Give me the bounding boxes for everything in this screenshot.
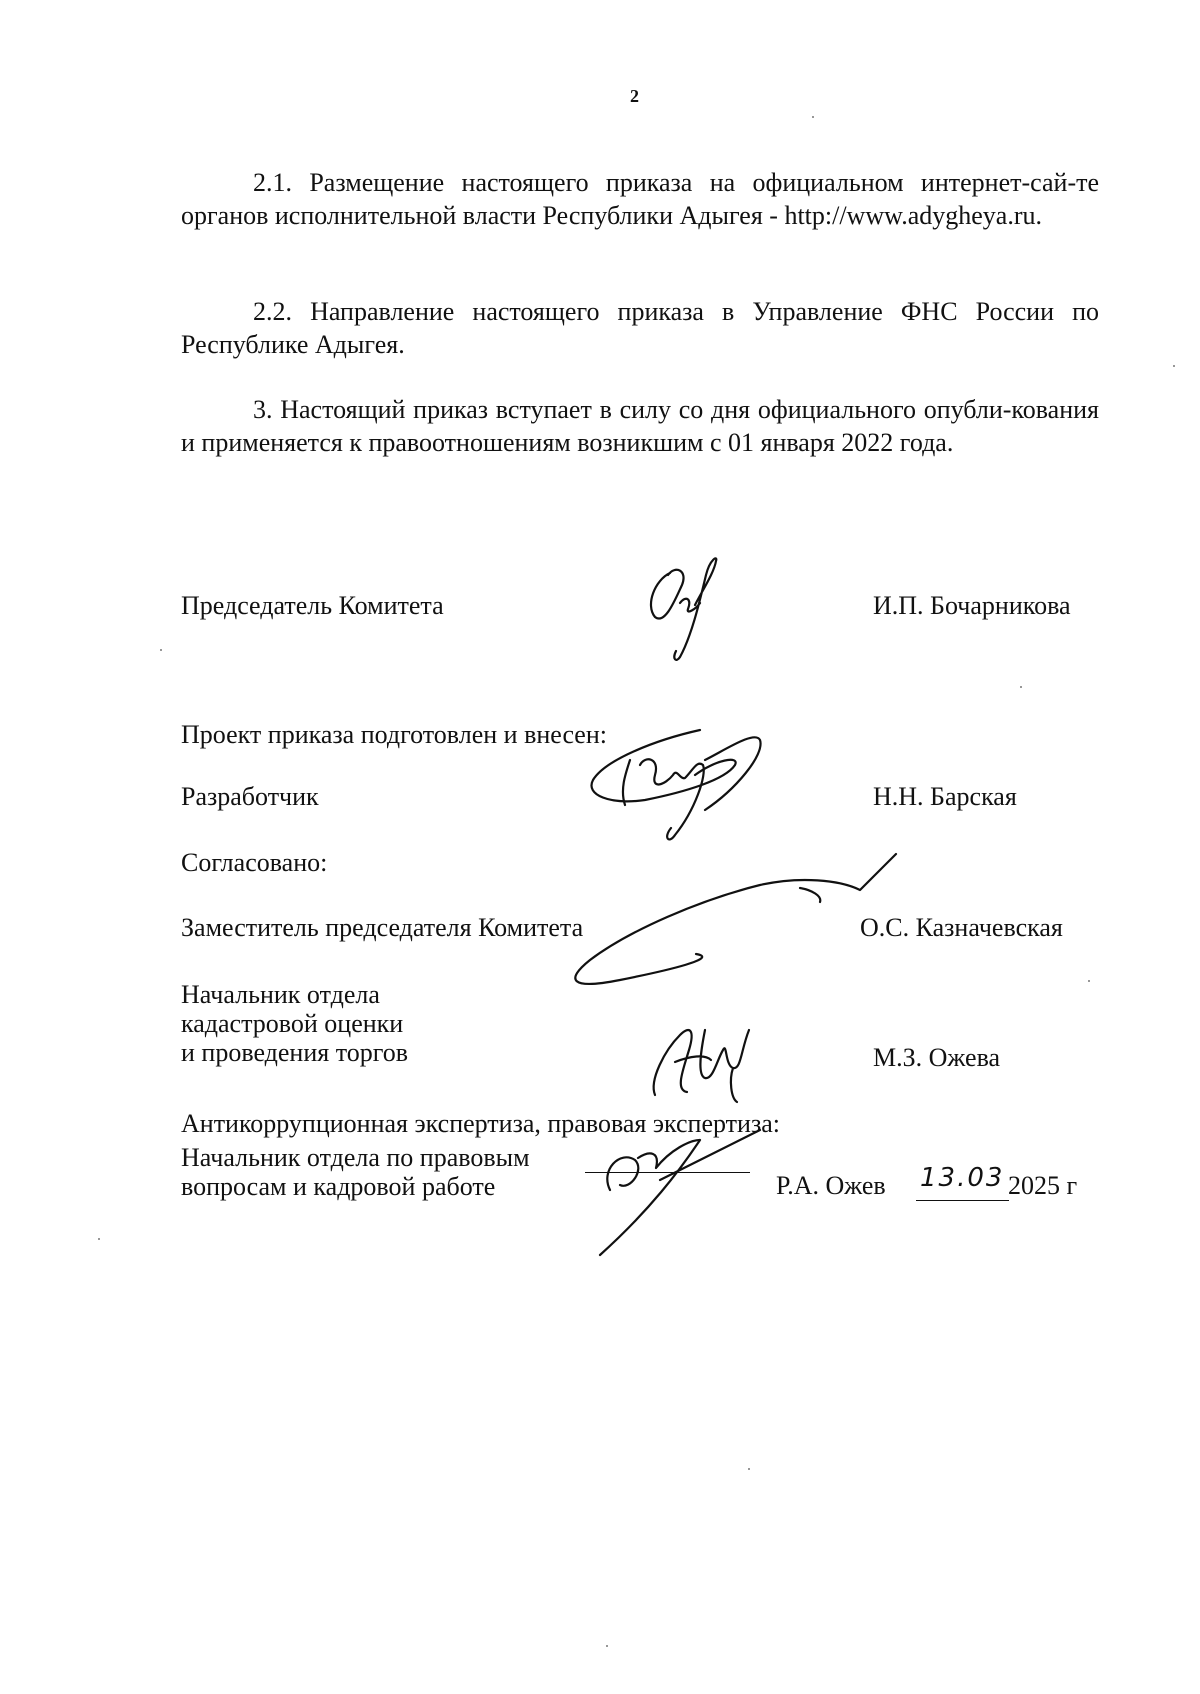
paragraph-2-2: 2.2. Направление настоящего приказа в Управление ФНС России по Республике Адыгея. xyxy=(181,297,1099,359)
deputy-title: Заместитель председателя Комитета xyxy=(181,913,584,942)
legal-head-signature xyxy=(590,1110,765,1260)
date-underline xyxy=(916,1200,1009,1201)
head-dept-line3: и проведения торгов xyxy=(181,1038,409,1067)
head-dept-title xyxy=(181,980,408,1067)
developer-title: Разработчик xyxy=(181,782,319,811)
scan-speck xyxy=(1020,686,1022,688)
scan-speck xyxy=(1088,980,1090,982)
head-dept-name: М.З. Ожева xyxy=(873,1043,1001,1072)
scan-speck xyxy=(748,1468,750,1470)
expertise-label: Антикоррупционная экспертиза, правовая экспертиза: xyxy=(181,1109,780,1138)
legal-head-line1: Начальник отдела по правовым xyxy=(181,1143,530,1172)
scan-speck xyxy=(812,116,814,118)
deputy-name: О.С. Казначевская xyxy=(860,913,1063,942)
head-dept-line1: Начальник отдела xyxy=(181,980,380,1009)
project-prepared-label: Проект приказа подготовлен и внесен: xyxy=(181,720,607,749)
agreed-label: Согласовано: xyxy=(181,848,328,877)
handwritten-date: 13.03 xyxy=(920,1163,1005,1193)
website-link[interactable]: http://www.adygheya.ru. xyxy=(784,201,1042,230)
scan-speck xyxy=(160,649,162,651)
scan-speck xyxy=(98,1238,100,1240)
legal-head-line2: вопросам и кадровой работе xyxy=(181,1172,496,1201)
head-dept-line2: кадастровой оценки xyxy=(181,1009,404,1038)
head-dept-signature xyxy=(645,1010,765,1110)
scan-speck xyxy=(1173,365,1175,367)
chairman-title: Председатель Комитета xyxy=(181,591,444,620)
date-year: 2025 г xyxy=(1008,1171,1078,1200)
chairman-signature xyxy=(640,555,740,665)
developer-name: Н.Н. Барская xyxy=(873,782,1017,811)
chairman-name: И.П. Бочарникова xyxy=(873,591,1071,620)
deputy-signature xyxy=(560,850,900,990)
scan-speck xyxy=(606,1645,608,1647)
paragraph-2-1-text: 2.1. Размещение настоящего приказа на официальном интернет-сай-те органов исполнительной власти Республики Адыгея - xyxy=(181,168,1099,230)
developer-signature xyxy=(585,720,805,850)
paragraph-3: 3. Настоящий приказ вступает в силу со дня официального опубли-кования и применяется к правоотношениям возникшим с 01 января 2022 года. xyxy=(181,395,1099,457)
legal-head-name: Р.А. Ожев xyxy=(776,1171,886,1200)
legal-head-title xyxy=(181,1143,530,1201)
paragraph-2-1 xyxy=(181,166,1099,232)
page-number: 2 xyxy=(630,86,639,106)
